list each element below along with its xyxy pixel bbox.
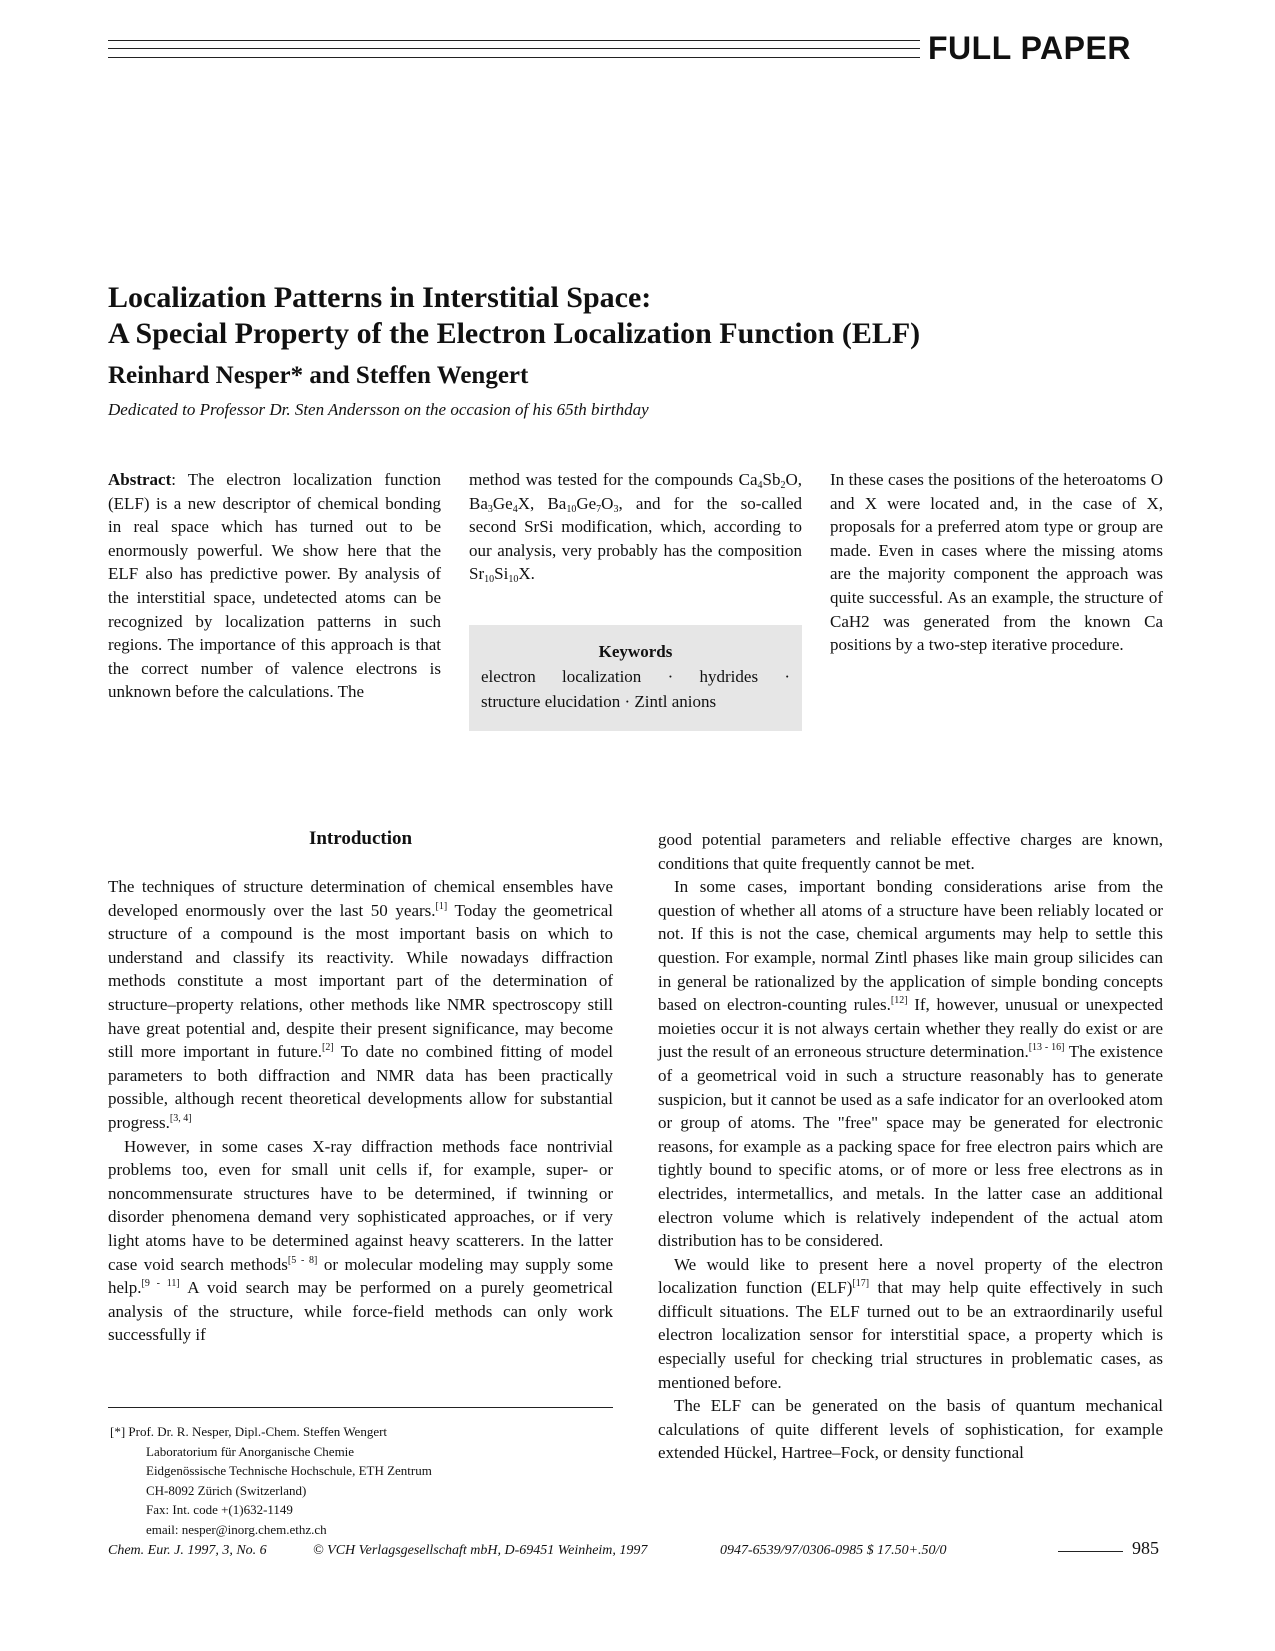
keywords-line-2: structure elucidation · Zintl anions [481, 692, 717, 711]
body-column-left [108, 875, 613, 1347]
affiliation-footnote: [*] Prof. Dr. R. Nesper, Dipl.-Chem. Steffen Wengert Laboratorium für Anorganische Chemie Eidgenössische Technische Hochschule, ETH Zentrum CH-8092 Zürich (Switzerland) Fax: Int. code +(1)632-1149 email: nesper@inorg.chem.ethz.ch [110, 1424, 432, 1537]
abstract-text-1: : The electron localization function (ELF) is a new descriptor of chemical bonding in real space which has turned out to be enormously powerful. We show here that the ELF also has predictive power. By analysis of the interstitial space, undetected atoms can be recognized by localization patterns in such regions. The importance of this approach is that the correct number of valence electrons is unknown before the calculations. The [108, 470, 441, 702]
journal-citation: Chem. Eur. J. 1997, 3, No. 6 [108, 1543, 267, 1558]
authors: Reinhard Nesper* and Steffen Wengert [108, 362, 529, 389]
paragraph: The ELF can be generated on the basis of quantum mechanical calculations of quite different levels of sophistication, for example extended Hückel, Hartree–Fock, or density functional [658, 1396, 1163, 1463]
keywords-title: Keywords [598, 642, 673, 661]
dedication: Dedicated to Professor Dr. Sten Andersson on the occasion of his 65th birthday [108, 400, 649, 419]
paper-title [108, 280, 1108, 352]
abstract-column-3: In these cases the positions of the heteroatoms O and X were located and, in the case of X, proposals for a preferred atom type or group are made. Even in cases where the missing atoms are the majority component the approach was quite successful. As an example, the structure of CaH2 was generated from the known Ca positions by a two-step iterative procedure. [830, 470, 1163, 655]
page-number: 985 [1132, 1538, 1159, 1558]
abstract-column-1 [108, 468, 441, 704]
section-heading: Introduction [308, 828, 413, 849]
paragraph: We would like to present here a novel property of the electron localization function (ELF)[17] that may help quite effectively in such difficult situations. The ELF turned out to be an extraordinarily useful electron localization sensor for interstitial space, a property which is especially useful for checking trial structures in problematic cases, as mentioned before. [658, 1254, 1163, 1392]
abstract-column-2: method was tested for the compounds $Ca_4Sb_2O$, $Ba_3Ge_4X$, $Ba_{10}Ge_7O_3$, and for the so-called second SrSi modification, which, according to our analysis, very probably has the composition $Sr_{10}Si_{10}X$. [469, 470, 802, 586]
page-number-rule [1058, 1551, 1123, 1552]
paragraph: However, in some cases X-ray diffraction methods face nontrivial problems too, even for small unit cells if, for example, super- or noncommensurate structures have to be determined, if twinning or disorder phenomena demand very sophisticated approaches, or if very light atoms have to be determined against heavy scatterers. In the latter case void search methods[5 - 8] or molecular modeling may supply some help.[9 - 11] A void search may be performed on a purely geometrical analysis of the structure, while force-field methods can only work successfully if [108, 1136, 614, 1345]
paragraph: The techniques of structure determination of chemical ensembles have developed enormously over the last 50 years.[1] Today the geometrical structure of a compound is the most important basis on which to understand and classify its reactivity. While nowadays diffraction methods constitute a most important part of the determination of structure–property relations, other methods like NMR spectroscopy still have great potential and, despite their present significance, may become still more important in future.[2] To date no combined fitting of model parameters to both diffraction and NMR data has been practically possible, although recent theoretical developments allow for substantial progress.[3, 4] [108, 877, 614, 1132]
footnote-divider [108, 1407, 613, 1408]
keywords-box [469, 625, 802, 731]
paragraph: In some cases, important bonding considerations arise from the question of whether all atoms of a structure have been reliably located or not. If this is not the case, chemical arguments may help to settle this question. For example, normal Zintl phases like main group silicides can in general be rationalized by the application of simple bonding concepts based on electron-counting rules.[12] If, however, unusual or unexpected moieties occur it is not always certain whether they really do exist or are just the result of an erroneous structure determination.[13 - 16] The existence of a geometrical void in such a structure reasonably has to generate suspicion, but it cannot be used as a safe indicator for an overlooked atom or group of atoms. The "free" space may be generated for electronic reasons, for example as a packing space for free electron pairs which are tightly bound to specific atoms, or of more or less free electrons as in electrides, intermetallics, and metals. In the latter case an additional electron volume which is relatively independent of the actual atom distribution has to be considered. [658, 877, 1163, 1251]
title-line-1: Localization Patterns in Interstitial Space: [108, 281, 652, 314]
body-column-right [658, 828, 1163, 1465]
header-rules [108, 36, 920, 62]
keywords-line-1: electron localization · hydrides · [481, 667, 790, 686]
title-line-2: A Special Property of the Electron Localization Function (ELF) [108, 317, 921, 350]
paragraph: good potential parameters and reliable effective charges are known, conditions that quite frequently cannot be met. [658, 830, 1163, 873]
publisher-line: © VCH Verlagsgesellschaft mbH, D-69451 Weinheim, 1997 [313, 1543, 648, 1558]
section-label: FULL PAPER [928, 30, 1131, 66]
article-code: 0947-6539/97/0306-0985 $ 17.50+.50/0 [720, 1543, 947, 1558]
abstract-label: Abstract [108, 470, 172, 489]
